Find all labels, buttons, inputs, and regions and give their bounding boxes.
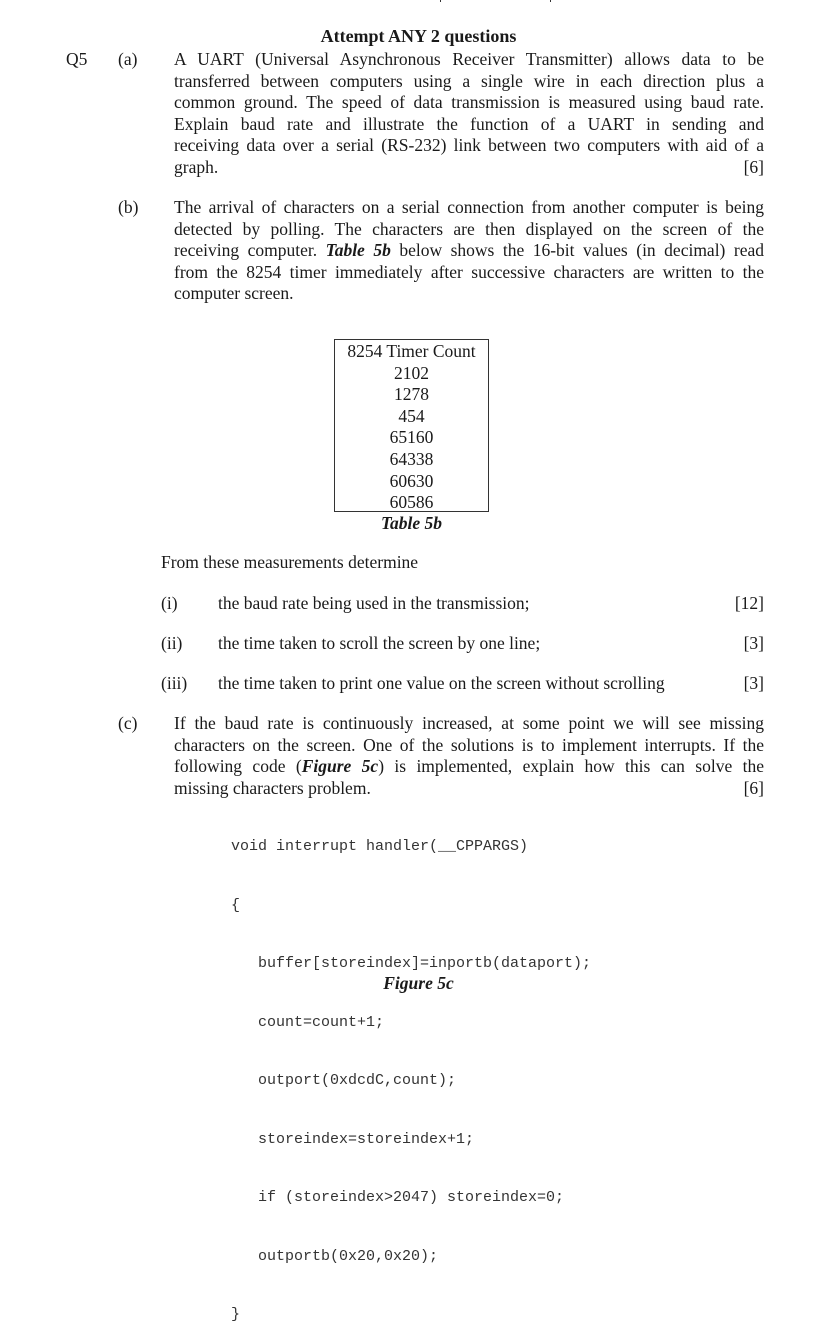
table-caption: Table 5b (380, 513, 443, 533)
table-cell: 60630 (389, 470, 434, 491)
figure-caption: Figure 5c (383, 973, 454, 993)
part-b-intro: From these measurements determine (161, 552, 419, 572)
table-reference: Table 5b (325, 240, 391, 261)
part-a-line-4: Explain baud rate and illustrate the function of a UART in sending and (174, 113, 764, 134)
subpart-ii-number: (ii) (161, 633, 183, 653)
code-line: if (storeindex>2047) storeindex=0; (231, 1189, 565, 1206)
part-b-line-3a: receiving computer. (174, 240, 318, 261)
part-c-text (174, 713, 764, 799)
part-b-line-3 (174, 240, 764, 262)
table-cell: 2102 (394, 362, 429, 383)
part-c-line-2: characters on the screen. One of the solutions is to implement interrupts. If the (174, 734, 764, 755)
subpart-i-marks: [12] (734, 593, 764, 613)
table-cell: 65160 (389, 427, 434, 448)
table-header: 8254 Timer Count (347, 341, 476, 361)
code-line: buffer[storeindex]=inportb(dataport); (231, 955, 592, 972)
part-c-line-3a: following code ( (174, 756, 302, 777)
part-c-label: (c) (118, 713, 138, 733)
code-line: outport(0xdcdC,count); (231, 1072, 457, 1089)
part-c-line-3 (174, 756, 764, 778)
subpart-i-text: the baud rate being used in the transmission; (218, 593, 530, 613)
code-block (231, 798, 591, 1344)
figure-reference: Figure 5c (301, 756, 379, 777)
table-cell: 454 (398, 405, 425, 426)
part-c-marks: [6] (743, 778, 764, 798)
part-a-marks: [6] (743, 157, 764, 177)
part-b-line-1: The arrival of characters on a serial connection from another computer is being (174, 197, 764, 217)
part-a-label: (a) (118, 49, 138, 69)
subpart-ii-text: the time taken to scroll the screen by one line; (218, 633, 541, 653)
code-line: storeindex=storeindex+1; (231, 1130, 475, 1148)
part-a-line-3: common ground. The speed of data transmission is measured using baud rate. (174, 92, 764, 113)
code-line: count=count+1; (231, 1013, 385, 1031)
part-a-line-2: transferred between computers using a single wire in each direction plus a (174, 70, 764, 91)
code-line: outportb(0x20,0x20); (231, 1247, 439, 1265)
subpart-ii-marks: [3] (743, 633, 764, 653)
subpart-iii-marks: [3] (743, 673, 764, 693)
section-heading: Attempt ANY 2 questions (320, 26, 517, 46)
part-a-line-6: graph. (174, 156, 219, 177)
subpart-iii-text: the time taken to print one value on the screen without scrolling (218, 673, 665, 693)
table-cell: 60586 (389, 492, 434, 513)
part-b-text (174, 197, 764, 305)
timer-count-table (334, 339, 489, 512)
question-number: Q5 (66, 49, 88, 69)
part-c-line-3b: ) is implemented, explain how this can solve the (378, 756, 764, 777)
code-line: void interrupt handler(__CPPARGS) (231, 838, 529, 855)
subpart-iii-number: (iii) (161, 673, 188, 693)
code-line: { (231, 896, 241, 914)
part-a-text (174, 49, 764, 179)
part-b-label: (b) (118, 197, 139, 217)
part-c-line-4: missing characters problem. (174, 777, 371, 798)
subpart-i-number: (i) (161, 593, 178, 613)
table-cell: 1278 (394, 384, 429, 405)
part-b-line-5: computer screen. (174, 283, 294, 304)
part-b-line-2: detected by polling. The characters are then displayed on the screen of the (174, 218, 764, 239)
part-b-line-3b: below shows the 16-bit values (in decimal) read (399, 240, 765, 261)
code-line: } (231, 1306, 241, 1323)
part-a-line-5: receiving data over a serial (RS-232) link between two computers with aid of a (174, 135, 764, 156)
table-cell: 64338 (389, 448, 434, 469)
part-a-line-1: A UART (Universal Asynchronous Receiver Transmitter) allows data to be (174, 49, 764, 69)
top-edge-marks (440, 0, 560, 2)
part-b-line-4: from the 8254 timer immediately after successive characters are written to the (174, 261, 764, 282)
part-c-line-1: If the baud rate is continuously increased, at some point we will see missing (174, 713, 764, 733)
